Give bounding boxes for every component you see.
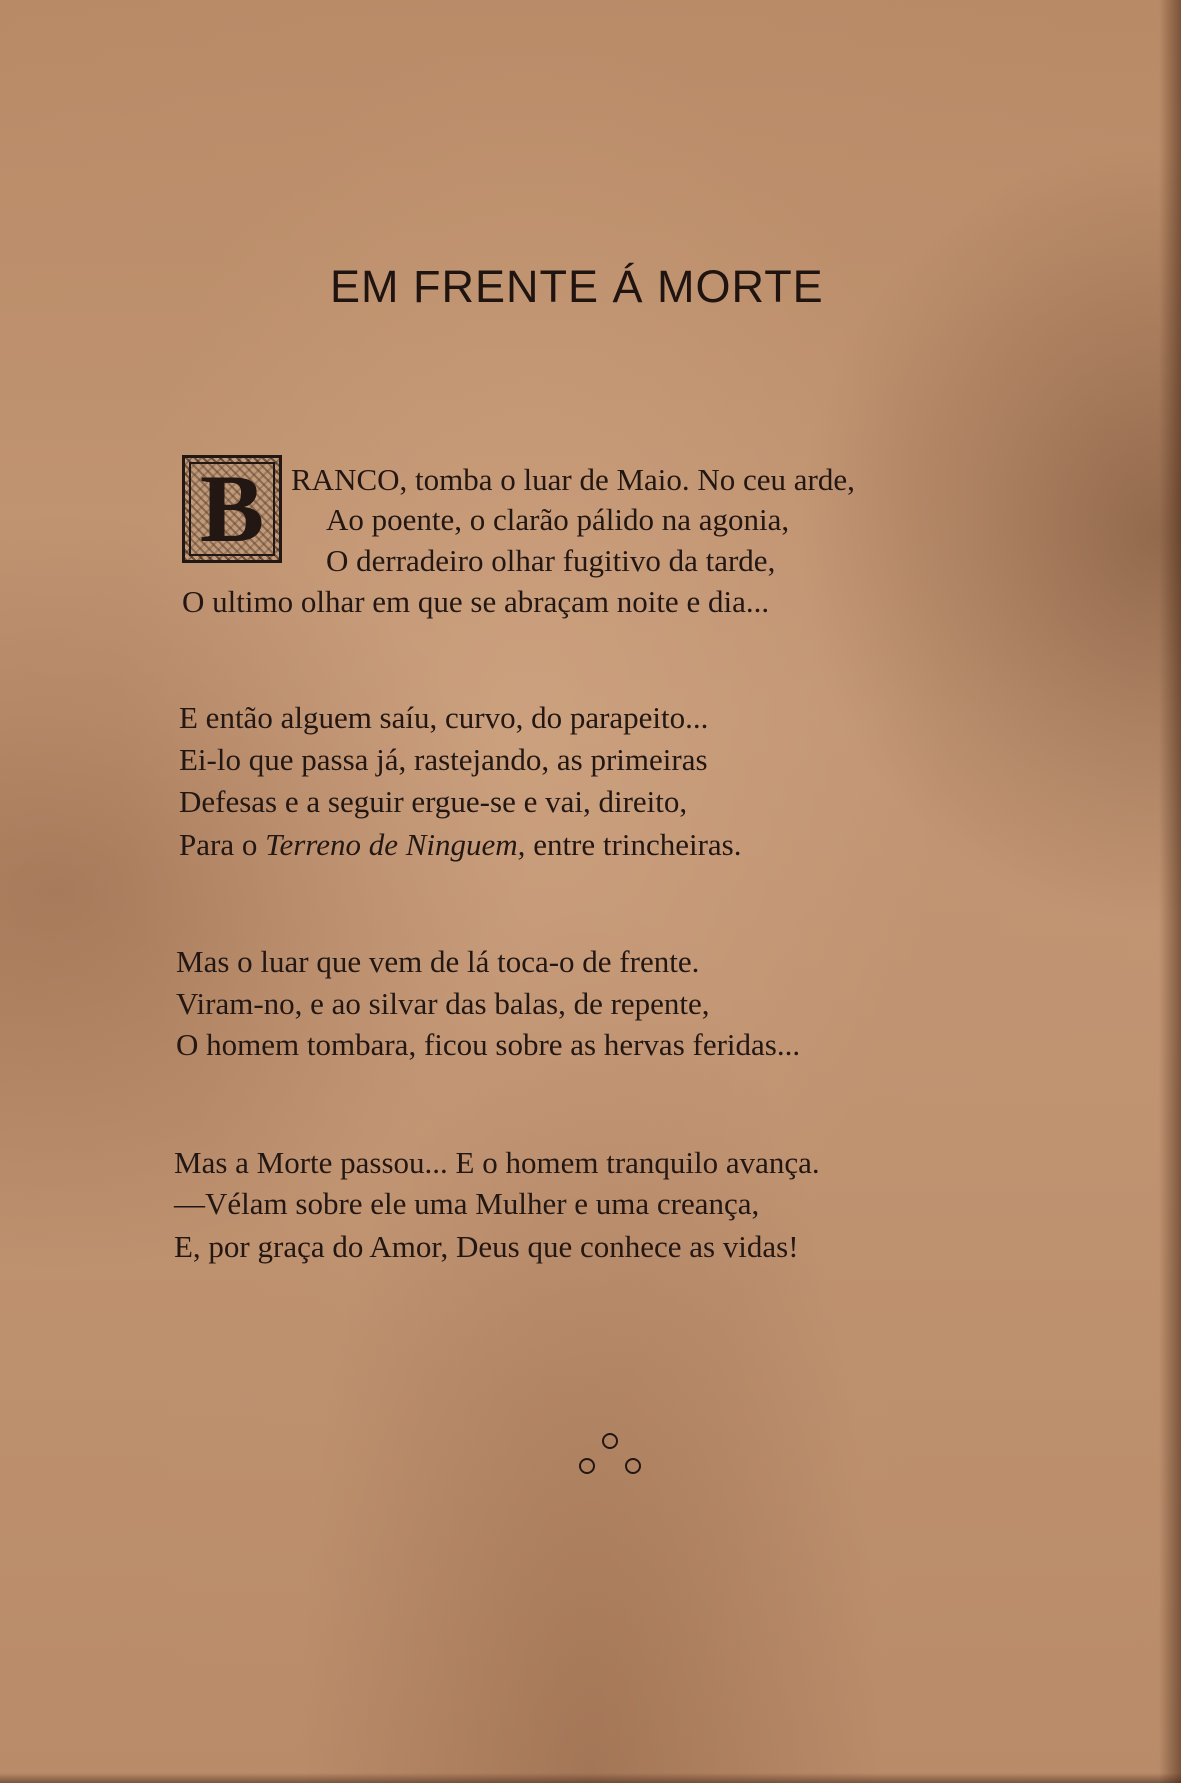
poem-line: Ao poente, o clarão pálido na agonia, [326, 502, 790, 537]
poem-line: Mas a Morte passou... E o homem tranquilo avança. [174, 1145, 820, 1180]
poem-line: O homem tombara, ficou sobre as hervas feridas... [176, 1027, 801, 1062]
line-text: entre trincheiras. [525, 827, 742, 862]
triple-circle-ornament-icon [570, 1425, 650, 1481]
poem-line: Defesas e a seguir ergue-se e vai, direito, [179, 784, 688, 819]
ornamental-initial [182, 455, 282, 563]
poem-line: Viram-no, e ao silvar das balas, de repente, [176, 986, 710, 1021]
italic-phrase: Terreno de Ninguem, [265, 827, 526, 862]
poem-line: RANCO, tomba o luar de Maio. No ceu arde, [291, 462, 855, 497]
poem-line: E, por graça do Amor, Deus que conhece as vidas! [174, 1229, 799, 1264]
poem-line: O ultimo olhar em que se abraçam noite e dia... [182, 584, 770, 619]
poem-line: O derradeiro olhar fugitivo da tarde, [326, 543, 776, 578]
poem-line: E então alguem saíu, curvo, do parapeito... [179, 700, 709, 735]
poem-title: EM FRENTE Á MORTE [330, 261, 824, 312]
poem-line: —Vélam sobre ele uma Mulher e uma creança, [174, 1186, 760, 1221]
line-text: Para o [179, 827, 266, 862]
poem-line: Ei-lo que passa já, rastejando, as primeiras [179, 742, 708, 777]
poem-line: Mas o luar que vem de lá toca-o de frente. [176, 944, 700, 979]
poem-line [179, 825, 741, 865]
ornamental-initial-frame [189, 455, 275, 562]
ornamental-initial-letter: B [199, 455, 265, 562]
